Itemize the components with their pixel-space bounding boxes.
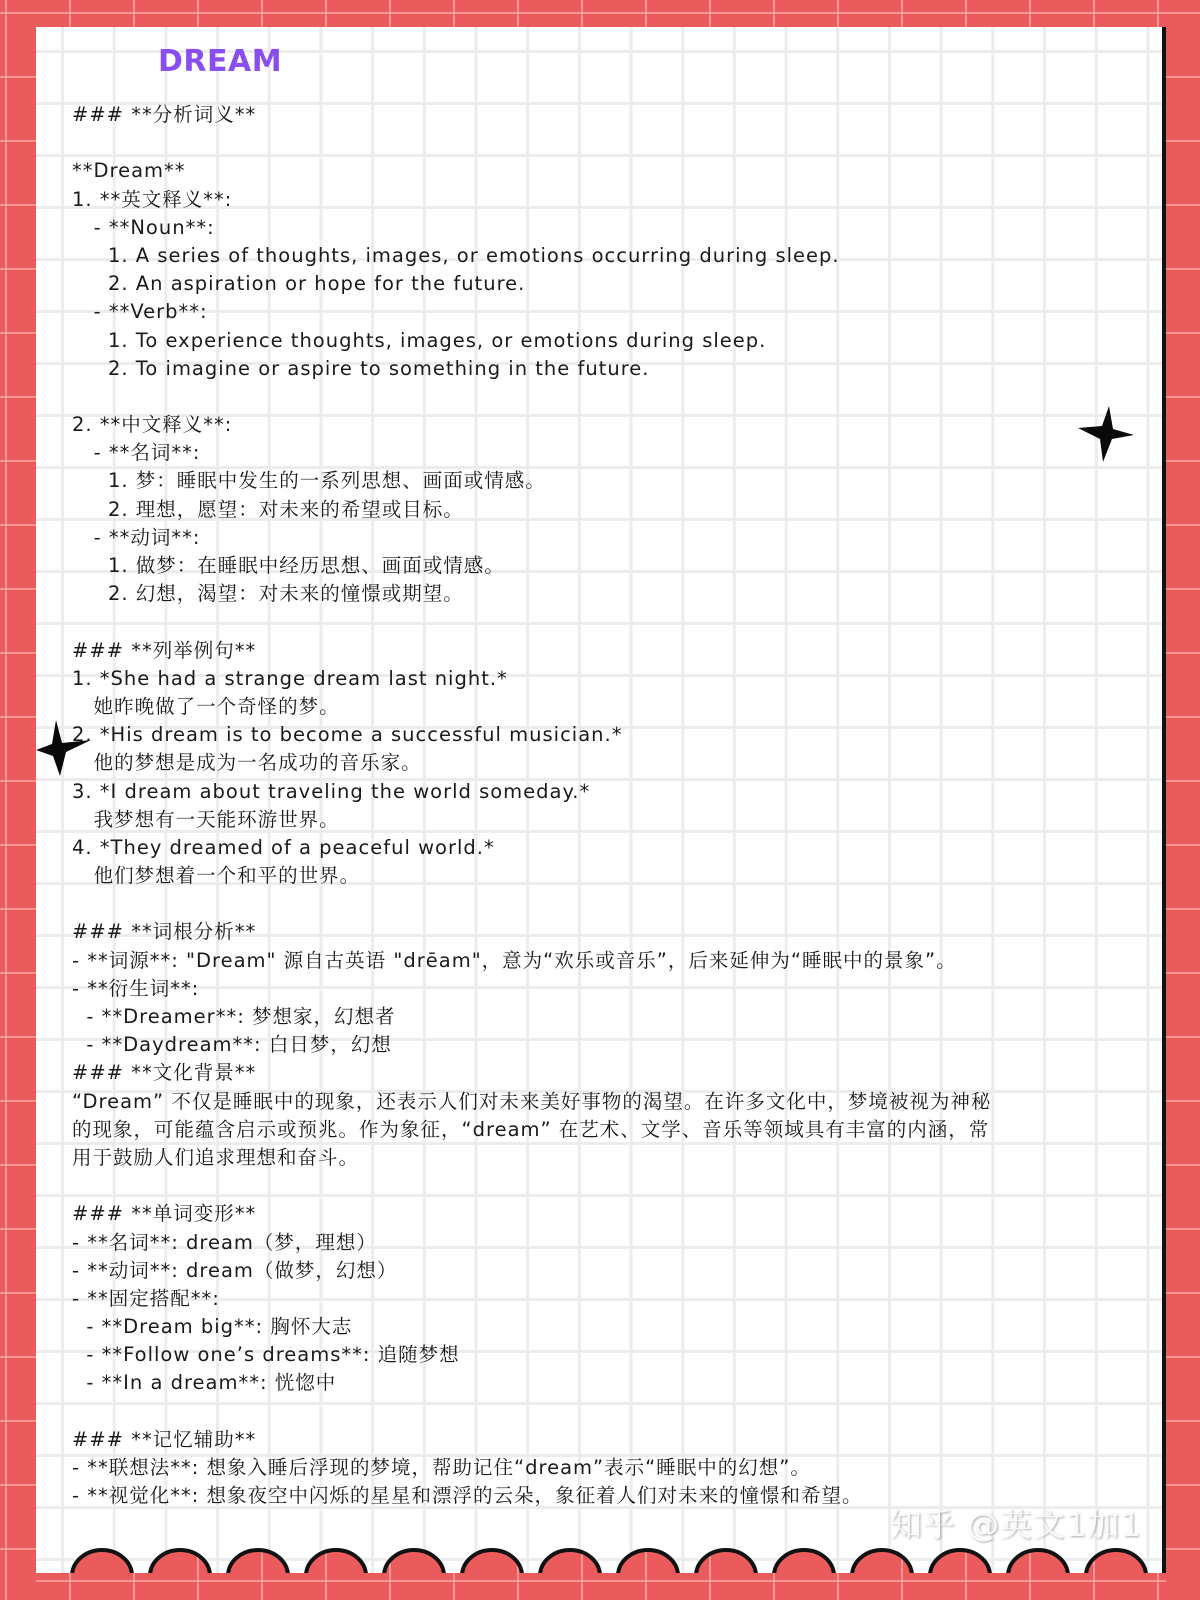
notes-content (72, 101, 1122, 1510)
four-point-star-icon (1076, 404, 1136, 464)
text-line: 他的梦想是成为一名成功的音乐家。 (72, 751, 422, 775)
watermark: 知乎 @英文1加1 (890, 1506, 1142, 1544)
text-line: 1. 做梦：在睡眠中经历思想、画面或情感。 (72, 554, 505, 577)
text-line: - **In a dream**: 恍惚中 (72, 1371, 337, 1395)
text-line: - **名词**: dream（梦，理想） (72, 1230, 377, 1254)
section-heading: ### **记忆辅助** (72, 1427, 257, 1451)
text-line: - **固定搭配**: (72, 1286, 220, 1310)
scalloped-bottom-edge (36, 1540, 1166, 1600)
text-line: - **Noun**: (72, 215, 215, 239)
text-line (72, 129, 1122, 157)
text-line: - **Daydream**: 白日梦，幻想 (72, 1033, 392, 1057)
text-line: 1. 梦：睡眠中发生的一系列思想、画面或情感。 (72, 469, 546, 493)
text-line: “Dream” 不仅是睡眠中的现象，还表示人们对未来美好事物的渴望。在许多文化中，梦境被视为神秘 (72, 1089, 992, 1113)
text-line: - **Verb**: (72, 300, 208, 324)
text-line: 2. An aspiration or hope for the future. (72, 272, 526, 296)
section-heading: ### **列举例句** (72, 638, 257, 662)
text-line: 2. **中文释义**: (72, 413, 233, 437)
text-line: - **词源**: "Dream" 源自古英语 "drēam"，意为“欢乐或音乐”，后来延伸为“睡眠中的景象”。 (72, 948, 957, 972)
section-heading: ### **分析词义** (72, 103, 257, 126)
text-line: 1. To experience thoughts, images, or emotions during sleep. (72, 328, 767, 352)
text-line: - **视觉化**: 想象夜空中闪烁的星星和漂浮的云朵，象征着人们对未来的憧憬和希望。 (72, 1484, 863, 1508)
section-heading: ### **词根分析** (72, 920, 257, 944)
text-line: 2. To imagine or aspire to something in the future. (72, 356, 650, 380)
four-point-star-icon (36, 718, 96, 778)
text-line: 的现象，可能蕴含启示或预兆。作为象征，“dream” 在艺术、文学、音乐等领域具有丰富的内涵，常 (72, 1117, 990, 1141)
text-line: - **衍生词**: (72, 976, 200, 1000)
text-line (72, 608, 1122, 636)
text-line: - **Dreamer**: 梦想家，幻想者 (72, 1005, 396, 1028)
text-line (72, 1172, 1122, 1200)
text-line: - **名词**: (72, 441, 201, 465)
text-line: 我梦想有一天能环游世界。 (72, 807, 340, 831)
text-line: 1. A series of thoughts, images, or emotions occurring during sleep. (72, 243, 840, 267)
text-line: 2. 幻想，渴望：对未来的憧憬或期望。 (72, 582, 464, 606)
text-line: - **Dream big**: 胸怀大志 (72, 1315, 353, 1339)
text-line: 用于鼓励人们追求理想和奋斗。 (72, 1145, 360, 1169)
text-line: 1. **英文释义**: (72, 187, 233, 211)
text-line: 她昨晚做了一个奇怪的梦。 (72, 694, 340, 718)
section-heading: ### **文化背景** (72, 1061, 257, 1085)
text-line: 1. *She had a strange dream last night.* (72, 666, 508, 690)
text-line (72, 383, 1122, 411)
page-title: DREAM (158, 44, 283, 79)
text-line: - **动词**: (72, 525, 201, 549)
text-line: - **动词**: dream（做梦，幻想） (72, 1258, 398, 1282)
text-line: 3. *I dream about traveling the world someday.* (72, 779, 591, 803)
text-line: **Dream** (72, 159, 186, 183)
text-line: 2. *His dream is to become a successful musician.* (72, 723, 623, 747)
text-line: - **Follow one’s dreams**: 追随梦想 (72, 1343, 460, 1367)
text-line (72, 1398, 1122, 1426)
text-line: 他们梦想着一个和平的世界。 (72, 864, 361, 888)
text-line (72, 890, 1122, 918)
section-heading: ### **单词变形** (72, 1202, 257, 1226)
text-line: 4. *They dreamed of a peaceful world.* (72, 835, 495, 859)
text-line: - **联想法**: 想象入睡后浮现的梦境，帮助记住“dream”表示“睡眠中的幻想”。 (72, 1456, 811, 1479)
text-line: 2. 理想，愿望：对未来的希望或目标。 (72, 497, 464, 521)
